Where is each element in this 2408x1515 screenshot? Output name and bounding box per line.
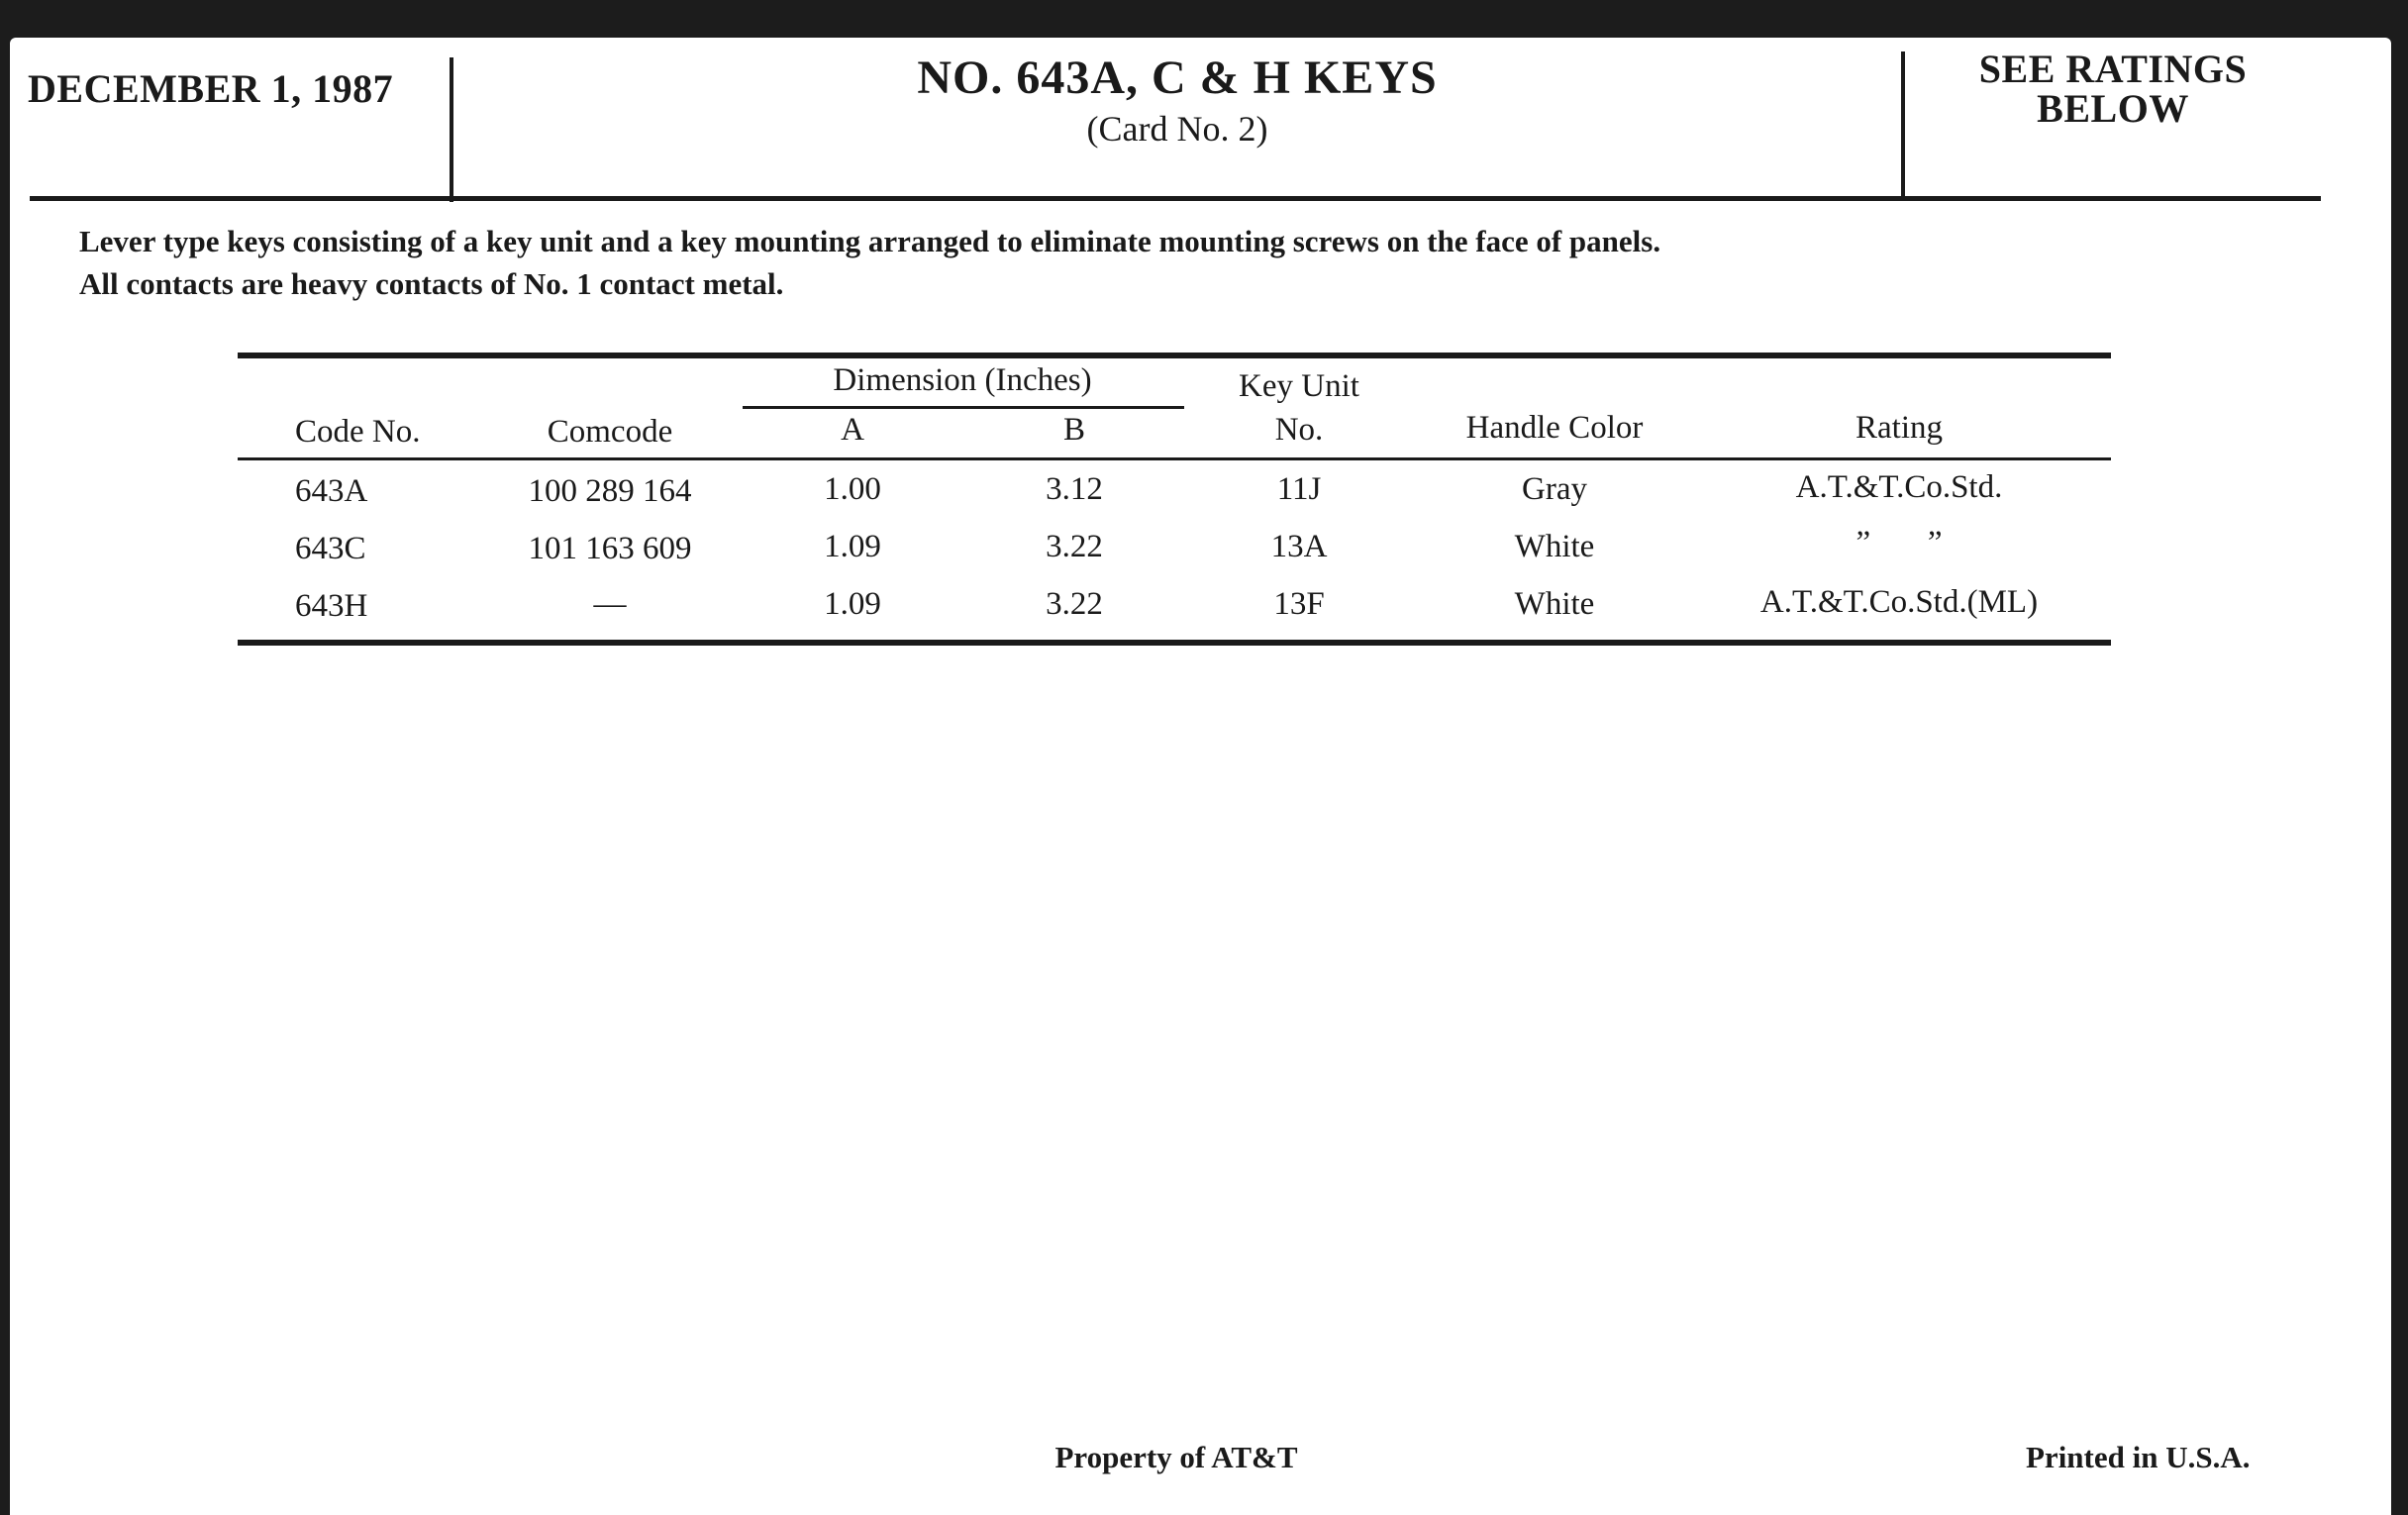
table-header-rule bbox=[238, 457, 2111, 460]
table-top-rule bbox=[238, 353, 2111, 358]
header-key-unit-line2: No. bbox=[1274, 412, 1324, 448]
cell-dim-a: 1.09 bbox=[824, 586, 881, 622]
cell-dim-a: 1.09 bbox=[824, 529, 881, 564]
cell-key-unit: 13A bbox=[1270, 529, 1328, 564]
cell-key-unit: 11J bbox=[1276, 471, 1322, 507]
cell-handle-color: White bbox=[1514, 586, 1595, 622]
description-line-1: Lever type keys consisting of a key unit and a key mounting arranged to eliminate mounting screws on the face of panels. bbox=[79, 224, 1661, 258]
header-key-unit-line1: Key Unit bbox=[1239, 368, 1359, 404]
ratings-note-line2: BELOW bbox=[2037, 86, 2189, 131]
cell-key-unit: 13F bbox=[1273, 586, 1325, 622]
table-bottom-rule bbox=[238, 640, 2111, 646]
header-handle-color: Handle Color bbox=[1465, 410, 1644, 446]
header-rule bbox=[30, 196, 2321, 201]
cell-handle-color: White bbox=[1514, 529, 1595, 564]
footer-printed: Printed in U.S.A. bbox=[2026, 1440, 2251, 1474]
description-line-2: All contacts are heavy contacts of No. 1 contact metal. bbox=[79, 266, 784, 301]
ratings-note-line1: SEE RATINGS bbox=[1978, 47, 2248, 91]
cell-dim-b: 3.12 bbox=[1046, 471, 1103, 507]
cell-code-no: 643A bbox=[295, 473, 368, 509]
cell-rating: A.T.&T.Co.Std.(ML) bbox=[1759, 584, 2039, 620]
document-subtitle: (Card No. 2) bbox=[1086, 109, 1268, 149]
header-comcode: Comcode bbox=[547, 414, 673, 450]
cell-handle-color: Gray bbox=[1522, 471, 1587, 507]
description bbox=[79, 220, 1660, 305]
cell-dim-a: 1.00 bbox=[824, 471, 881, 507]
cell-comcode: 100 289 164 bbox=[528, 473, 692, 509]
document-title: NO. 643A, C & H KEYS bbox=[917, 51, 1438, 104]
header-dimension-group: Dimension (Inches) bbox=[833, 362, 1092, 398]
cell-rating: A.T.&T.Co.Std. bbox=[1795, 469, 2003, 505]
cell-dim-b: 3.22 bbox=[1046, 586, 1103, 622]
cell-comcode: — bbox=[593, 586, 627, 622]
cell-rating: ” ” bbox=[1856, 525, 1943, 560]
header-dim-a: A bbox=[841, 412, 864, 448]
cell-comcode: 101 163 609 bbox=[528, 531, 692, 566]
ratings-note bbox=[1905, 47, 2321, 131]
header-code-no: Code No. bbox=[295, 414, 421, 450]
footer-property: Property of AT&T bbox=[1054, 1440, 1298, 1474]
cell-code-no: 643C bbox=[295, 531, 366, 566]
cell-code-no: 643H bbox=[295, 588, 368, 624]
title-block bbox=[452, 50, 1903, 151]
header-dim-b: B bbox=[1062, 412, 1086, 448]
dimension-group-rule bbox=[743, 406, 1184, 409]
header-rating: Rating bbox=[1856, 410, 1943, 446]
document-date: DECEMBER 1, 1987 bbox=[28, 66, 394, 111]
cell-dim-b: 3.22 bbox=[1046, 529, 1103, 564]
